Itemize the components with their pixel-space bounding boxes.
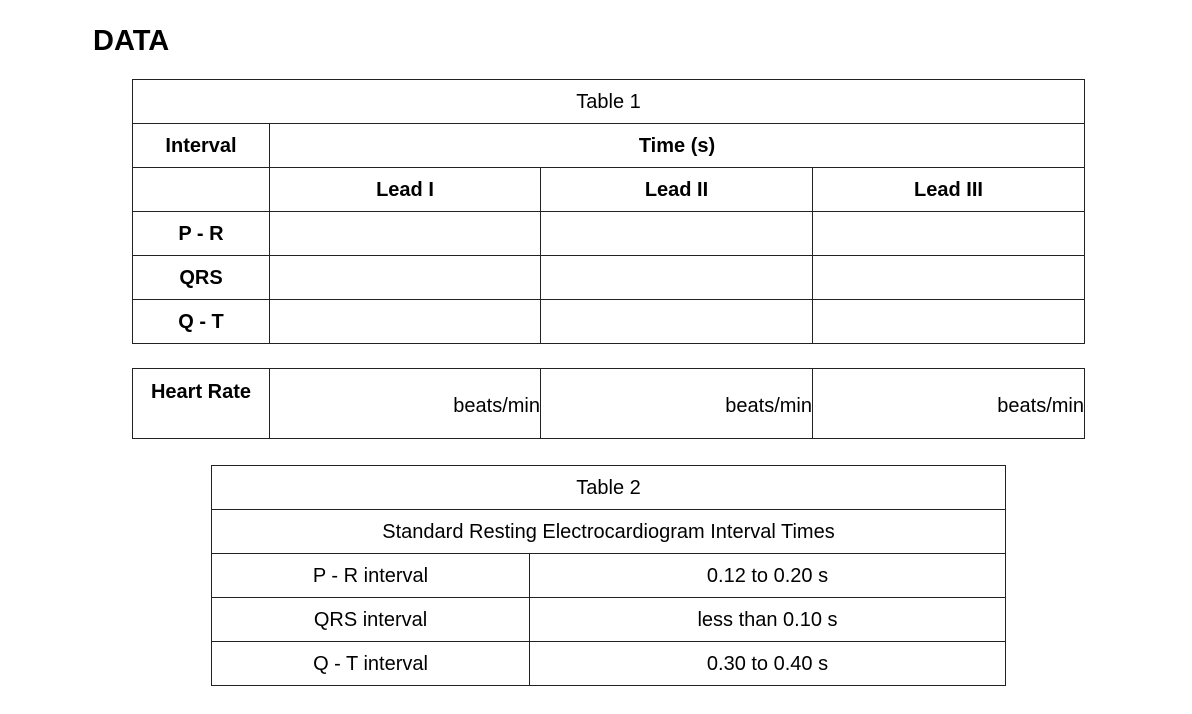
table2-subtitle: Standard Resting Electrocardiogram Interval Times <box>212 510 1006 554</box>
table-row <box>133 300 1085 344</box>
heart-rate-lead-ii-cell[interactable]: beats/min <box>541 369 813 439</box>
table-row <box>133 212 1085 256</box>
lead-header-row <box>133 168 1085 212</box>
qt-lead-i-cell[interactable] <box>270 300 541 344</box>
table1-caption-row <box>133 80 1085 124</box>
page-heading: DATA <box>93 25 170 57</box>
pr-lead-i-cell[interactable] <box>270 212 541 256</box>
interval-value: 0.12 to 0.20 s <box>530 554 1006 598</box>
empty-header-cell <box>133 168 270 212</box>
qrs-lead-i-cell[interactable] <box>270 256 541 300</box>
pr-lead-ii-cell[interactable] <box>541 212 813 256</box>
qt-lead-iii-cell[interactable] <box>813 300 1085 344</box>
heart-rate-lead-i-cell[interactable]: beats/min <box>270 369 541 439</box>
row-label-pr: P - R <box>133 212 270 256</box>
table2-caption: Table 2 <box>212 466 1006 510</box>
heart-rate-label: Heart Rate <box>133 369 270 439</box>
table2-subtitle-row <box>212 510 1006 554</box>
interval-name: QRS interval <box>212 598 530 642</box>
table2-caption-row <box>212 466 1006 510</box>
lead-iii-header: Lead III <box>813 168 1085 212</box>
row-label-qt: Q - T <box>133 300 270 344</box>
table-row <box>133 256 1085 300</box>
time-header: Time (s) <box>270 124 1085 168</box>
interval-header: Interval <box>133 124 270 168</box>
ecg-measurement-table <box>132 79 1085 344</box>
table-row <box>212 642 1006 686</box>
heart-rate-row <box>133 369 1085 439</box>
table1-header-row <box>133 124 1085 168</box>
table-row <box>212 598 1006 642</box>
heart-rate-table <box>132 368 1085 439</box>
lead-ii-header: Lead II <box>541 168 813 212</box>
pr-lead-iii-cell[interactable] <box>813 212 1085 256</box>
table-row <box>212 554 1006 598</box>
qrs-lead-ii-cell[interactable] <box>541 256 813 300</box>
row-label-qrs: QRS <box>133 256 270 300</box>
interval-name: Q - T interval <box>212 642 530 686</box>
standard-intervals-table <box>211 465 1006 686</box>
heart-rate-lead-iii-cell[interactable]: beats/min <box>813 369 1085 439</box>
interval-value: less than 0.10 s <box>530 598 1006 642</box>
table1-caption: Table 1 <box>133 80 1085 124</box>
qrs-lead-iii-cell[interactable] <box>813 256 1085 300</box>
qt-lead-ii-cell[interactable] <box>541 300 813 344</box>
interval-name: P - R interval <box>212 554 530 598</box>
interval-value: 0.30 to 0.40 s <box>530 642 1006 686</box>
lead-i-header: Lead I <box>270 168 541 212</box>
